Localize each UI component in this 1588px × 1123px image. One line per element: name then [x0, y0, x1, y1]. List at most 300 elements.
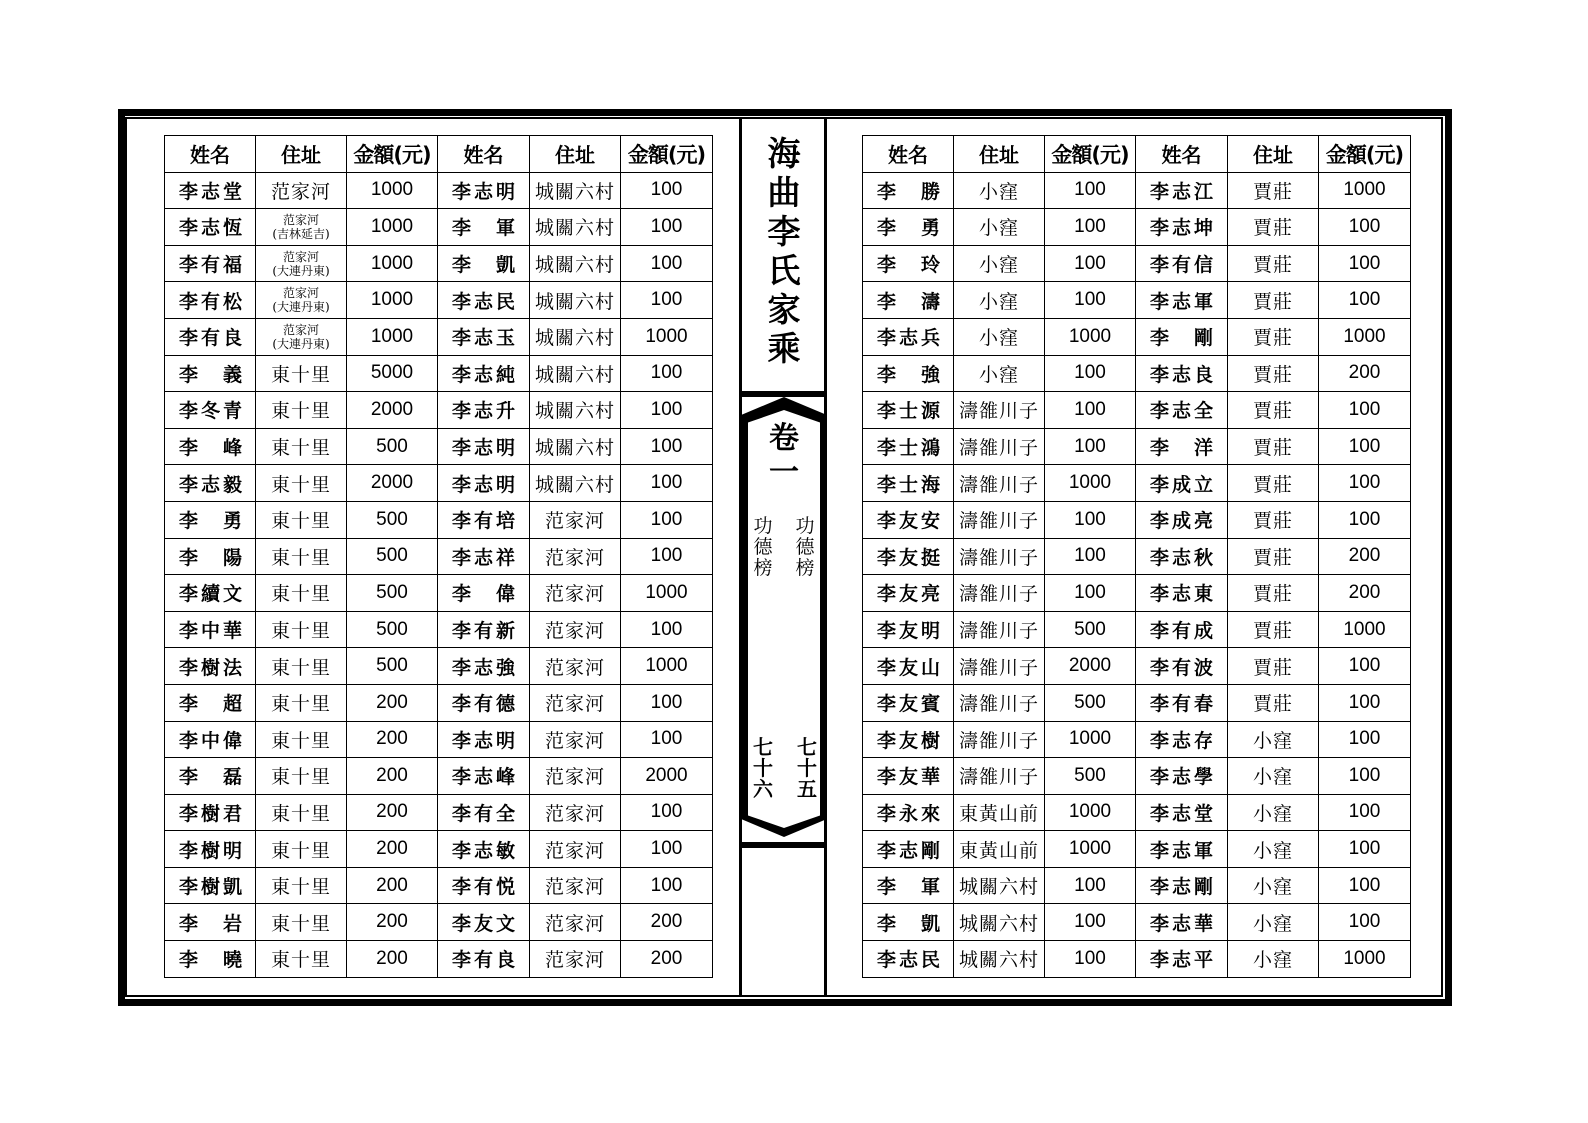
donor-name: 李樹君	[165, 794, 256, 831]
donor-name: 李 磊	[165, 758, 256, 795]
donation-amount: 500	[347, 428, 438, 465]
donor-address: 東十里	[256, 684, 347, 721]
donor-address: 濤雒川子	[954, 758, 1045, 795]
donor-address: 城關六村	[530, 282, 621, 319]
table-row	[863, 867, 1411, 904]
donor-address: 東黃山前	[954, 794, 1045, 831]
donation-amount: 1000	[1045, 465, 1136, 502]
donor-name: 李友明	[863, 611, 954, 648]
donor-name: 李有悦	[438, 867, 530, 904]
header-name: 姓名	[1136, 136, 1228, 173]
donor-name: 李志學	[1136, 758, 1228, 795]
donor-name: 李有松	[165, 282, 256, 319]
donation-amount: 100	[1319, 209, 1411, 246]
donation-amount: 100	[1045, 941, 1136, 978]
donor-name: 李志玉	[438, 318, 530, 355]
table-row	[863, 904, 1411, 941]
donation-amount: 5000	[347, 355, 438, 392]
donor-address: 濤雒川子	[954, 684, 1045, 721]
table-row	[863, 465, 1411, 502]
donation-amount: 100	[1319, 794, 1411, 831]
donor-name: 李友文	[438, 904, 530, 941]
donation-amount: 200	[347, 831, 438, 868]
donor-name: 李有成	[1136, 611, 1228, 648]
donation-amount: 1000	[1045, 831, 1136, 868]
donor-address: 東十里	[256, 831, 347, 868]
table-row	[863, 794, 1411, 831]
donation-amount: 100	[1045, 282, 1136, 319]
donor-name: 李志良	[1136, 355, 1228, 392]
donation-amount: 2000	[347, 465, 438, 502]
donor-address: 城關六村	[530, 465, 621, 502]
donation-amount: 100	[621, 355, 713, 392]
donor-name: 李志坤	[1136, 209, 1228, 246]
table-row	[165, 318, 713, 355]
donation-amount: 1000	[621, 575, 713, 612]
donor-name: 李成立	[1136, 465, 1228, 502]
donor-name: 李志華	[1136, 904, 1228, 941]
table-row	[863, 172, 1411, 209]
donor-address: 小窪	[1228, 721, 1319, 758]
donor-address: 城關六村	[530, 209, 621, 246]
donor-name: 李有信	[1136, 245, 1228, 282]
table-row	[165, 831, 713, 868]
donor-name: 李志祥	[438, 538, 530, 575]
donation-amount: 200	[1319, 355, 1411, 392]
donor-address: 范家河	[530, 721, 621, 758]
donation-amount: 500	[1045, 684, 1136, 721]
donor-name: 李 偉	[438, 575, 530, 612]
table-row	[863, 648, 1411, 685]
donor-name: 李志平	[1136, 941, 1228, 978]
donation-amount: 1000	[347, 318, 438, 355]
donor-name: 李 勇	[165, 501, 256, 538]
donor-address: 賈莊	[1228, 245, 1319, 282]
donor-address: 范家河 (大連丹東)	[256, 318, 347, 355]
header-name: 姓名	[438, 136, 530, 173]
spine-band-bottom	[742, 842, 826, 848]
donor-name: 李有福	[165, 245, 256, 282]
donor-name: 李 軍	[438, 209, 530, 246]
donation-amount: 100	[621, 465, 713, 502]
donor-name: 李 陽	[165, 538, 256, 575]
spine-band-top	[742, 391, 826, 397]
donor-address: 賈莊	[1228, 684, 1319, 721]
donor-address: 濤雒川子	[954, 392, 1045, 429]
table-row	[165, 721, 713, 758]
donor-name: 李 玲	[863, 245, 954, 282]
donor-address: 賈莊	[1228, 538, 1319, 575]
table-row	[863, 831, 1411, 868]
donor-address: 濤雒川子	[954, 428, 1045, 465]
donor-name: 李友挺	[863, 538, 954, 575]
donor-name: 李志明	[438, 721, 530, 758]
donation-amount: 100	[621, 209, 713, 246]
donor-address: 賈莊	[1228, 648, 1319, 685]
donor-name: 李友亮	[863, 575, 954, 612]
donor-address: 城關六村	[954, 941, 1045, 978]
table-row	[165, 501, 713, 538]
header-address: 住址	[530, 136, 621, 173]
donation-amount: 1000	[1319, 318, 1411, 355]
donation-amount: 100	[1319, 758, 1411, 795]
donor-address: 賈莊	[1228, 501, 1319, 538]
table-row	[863, 575, 1411, 612]
donor-address: 東十里	[256, 867, 347, 904]
donor-address: 東十里	[256, 758, 347, 795]
table-row	[863, 392, 1411, 429]
donor-name: 李志民	[438, 282, 530, 319]
donation-amount: 200	[347, 758, 438, 795]
header-address: 住址	[256, 136, 347, 173]
table-row	[165, 172, 713, 209]
donation-amount: 100	[1045, 355, 1136, 392]
donation-amount: 100	[1045, 904, 1136, 941]
donor-name: 李志存	[1136, 721, 1228, 758]
donor-address: 賈莊	[1228, 172, 1319, 209]
donor-name: 李有德	[438, 684, 530, 721]
donor-address: 小窪	[1228, 904, 1319, 941]
donation-amount: 100	[1045, 575, 1136, 612]
donation-amount: 200	[621, 941, 713, 978]
donor-address: 濤雒川子	[954, 648, 1045, 685]
donor-name: 李 曉	[165, 941, 256, 978]
donor-name: 李志剛	[1136, 867, 1228, 904]
donation-amount: 2000	[621, 758, 713, 795]
donor-name: 李志剛	[863, 831, 954, 868]
donor-address: 范家河	[530, 611, 621, 648]
donor-name: 李志全	[1136, 392, 1228, 429]
donation-amount: 100	[1319, 465, 1411, 502]
table-row	[863, 538, 1411, 575]
section-label-left: 功 德 榜	[753, 515, 773, 579]
donation-amount: 500	[347, 648, 438, 685]
donor-address: 小窪	[1228, 831, 1319, 868]
donor-address: 賈莊	[1228, 392, 1319, 429]
donor-address: 范家河 (大連丹東)	[256, 282, 347, 319]
table-row	[165, 904, 713, 941]
donor-name: 李志敏	[438, 831, 530, 868]
donor-address: 濤雒川子	[954, 501, 1045, 538]
donation-amount: 100	[1319, 501, 1411, 538]
donor-name: 李士海	[863, 465, 954, 502]
donation-amount: 100	[621, 172, 713, 209]
donor-name: 李志明	[438, 465, 530, 502]
header-address: 住址	[954, 136, 1045, 173]
table-row	[863, 428, 1411, 465]
donor-name: 李成亮	[1136, 501, 1228, 538]
donor-name: 李有良	[438, 941, 530, 978]
donation-amount: 100	[1045, 245, 1136, 282]
donor-name: 李有春	[1136, 684, 1228, 721]
donor-address: 濤雒川子	[954, 721, 1045, 758]
donor-name: 李有新	[438, 611, 530, 648]
header-row	[863, 136, 1411, 173]
table-row	[863, 941, 1411, 978]
donation-amount: 500	[347, 575, 438, 612]
donation-amount: 200	[347, 941, 438, 978]
donor-address: 范家河	[530, 758, 621, 795]
donor-address: 范家河	[530, 575, 621, 612]
donor-name: 李志峰	[438, 758, 530, 795]
donor-address: 范家河	[530, 648, 621, 685]
donation-amount: 100	[621, 794, 713, 831]
donor-name: 李有全	[438, 794, 530, 831]
donation-amount: 100	[1045, 867, 1136, 904]
table-row	[863, 355, 1411, 392]
table-row	[165, 245, 713, 282]
donation-amount: 1000	[347, 172, 438, 209]
donor-name: 李志堂	[1136, 794, 1228, 831]
page-number-left: 七 十 六	[753, 735, 773, 801]
donor-name: 李士源	[863, 392, 954, 429]
donor-address: 小窪	[1228, 794, 1319, 831]
donor-address: 城關六村	[530, 355, 621, 392]
donor-address: 范家河	[530, 867, 621, 904]
donor-address: 小窪	[954, 245, 1045, 282]
donor-name: 李志東	[1136, 575, 1228, 612]
header-name: 姓名	[165, 136, 256, 173]
donor-address: 濤雒川子	[954, 465, 1045, 502]
donor-address: 濤雒川子	[954, 611, 1045, 648]
donor-address: 小窪	[1228, 758, 1319, 795]
left-donor-table	[164, 135, 713, 978]
donor-name: 李 洋	[1136, 428, 1228, 465]
donor-address: 賈莊	[1228, 575, 1319, 612]
donor-name: 李 勇	[863, 209, 954, 246]
donor-address: 城關六村	[530, 392, 621, 429]
donor-address: 東十里	[256, 941, 347, 978]
donor-name: 李有良	[165, 318, 256, 355]
donor-name: 李樹明	[165, 831, 256, 868]
donation-amount: 100	[1319, 904, 1411, 941]
donation-amount: 100	[1045, 538, 1136, 575]
donation-amount: 200	[347, 721, 438, 758]
donor-name: 李 凱	[863, 904, 954, 941]
donation-amount: 100	[621, 392, 713, 429]
donation-amount: 200	[1319, 538, 1411, 575]
donor-name: 李志江	[1136, 172, 1228, 209]
donation-amount: 1000	[1319, 611, 1411, 648]
donation-amount: 100	[621, 428, 713, 465]
table-row	[165, 648, 713, 685]
donor-name: 李永來	[863, 794, 954, 831]
donor-name: 李中偉	[165, 721, 256, 758]
donor-address: 賈莊	[1228, 611, 1319, 648]
header-address: 住址	[1228, 136, 1319, 173]
donor-address: 城關六村	[954, 904, 1045, 941]
donor-name: 李友安	[863, 501, 954, 538]
donation-amount: 200	[347, 867, 438, 904]
donation-amount: 100	[1319, 282, 1411, 319]
donation-amount: 1000	[1045, 794, 1136, 831]
donor-name: 李有培	[438, 501, 530, 538]
table-row	[165, 867, 713, 904]
table-row	[165, 611, 713, 648]
donor-address: 小窪	[954, 318, 1045, 355]
donor-name: 李志兵	[863, 318, 954, 355]
donor-name: 李志明	[438, 172, 530, 209]
donor-address: 范家河	[256, 172, 347, 209]
table-row	[165, 941, 713, 978]
donation-amount: 500	[1045, 611, 1136, 648]
donor-name: 李志軍	[1136, 282, 1228, 319]
donation-amount: 100	[1319, 245, 1411, 282]
table-row	[165, 465, 713, 502]
table-row	[863, 721, 1411, 758]
donor-address: 城關六村	[530, 318, 621, 355]
donor-address: 小窪	[954, 282, 1045, 319]
donor-name: 李友山	[863, 648, 954, 685]
donor-address: 范家河 (吉林延吉)	[256, 209, 347, 246]
table-row	[165, 684, 713, 721]
table-row	[863, 318, 1411, 355]
donation-amount: 100	[1045, 392, 1136, 429]
donation-amount: 1000	[621, 648, 713, 685]
donor-address: 小窪	[954, 209, 1045, 246]
donor-name: 李 強	[863, 355, 954, 392]
donor-address: 范家河	[530, 904, 621, 941]
donor-address: 濤雒川子	[954, 538, 1045, 575]
donor-address: 小窪	[1228, 941, 1319, 978]
donation-amount: 100	[1319, 721, 1411, 758]
donation-amount: 100	[621, 538, 713, 575]
donor-address: 范家河	[530, 501, 621, 538]
header-amount: 金額(元)	[347, 136, 438, 173]
donation-amount: 200	[347, 794, 438, 831]
table-row	[863, 282, 1411, 319]
donation-amount: 500	[347, 501, 438, 538]
donor-name: 李友華	[863, 758, 954, 795]
donation-amount: 1000	[347, 245, 438, 282]
table-row	[863, 684, 1411, 721]
donor-address: 賈莊	[1228, 282, 1319, 319]
donation-amount: 100	[621, 501, 713, 538]
donor-name: 李 岩	[165, 904, 256, 941]
donor-name: 李有波	[1136, 648, 1228, 685]
donor-address: 東十里	[256, 904, 347, 941]
donor-address: 范家河 (大連丹東)	[256, 245, 347, 282]
donation-amount: 1000	[621, 318, 713, 355]
donor-name: 李志民	[863, 941, 954, 978]
table-row	[165, 575, 713, 612]
donor-address: 東十里	[256, 428, 347, 465]
table-row	[165, 282, 713, 319]
donor-address: 賈莊	[1228, 209, 1319, 246]
donor-address: 小窪	[954, 355, 1045, 392]
donor-address: 城關六村	[530, 245, 621, 282]
right-donor-table	[862, 135, 1411, 978]
donor-name: 李志恆	[165, 209, 256, 246]
donation-amount: 100	[621, 282, 713, 319]
donation-amount: 100	[1045, 501, 1136, 538]
donation-amount: 200	[1319, 575, 1411, 612]
donation-amount: 100	[1319, 684, 1411, 721]
donor-name: 李樹法	[165, 648, 256, 685]
page-number-right: 七 十 五	[797, 735, 817, 801]
donation-amount: 100	[1319, 648, 1411, 685]
donor-name: 李冬青	[165, 392, 256, 429]
table-row	[165, 392, 713, 429]
donor-name: 李志堂	[165, 172, 256, 209]
donor-name: 李士鴻	[863, 428, 954, 465]
donation-amount: 100	[1045, 428, 1136, 465]
donation-amount: 100	[1319, 831, 1411, 868]
donation-amount: 1000	[347, 209, 438, 246]
donation-amount: 1000	[1319, 941, 1411, 978]
donation-amount: 100	[621, 245, 713, 282]
donation-amount: 100	[1319, 867, 1411, 904]
donor-address: 賈莊	[1228, 355, 1319, 392]
table-row	[165, 538, 713, 575]
donor-name: 李續文	[165, 575, 256, 612]
donor-name: 李志強	[438, 648, 530, 685]
table-row	[863, 501, 1411, 538]
donor-address: 東十里	[256, 355, 347, 392]
donor-address: 城關六村	[530, 172, 621, 209]
header-amount: 金額(元)	[1319, 136, 1411, 173]
donation-amount: 2000	[347, 392, 438, 429]
donation-amount: 100	[1319, 428, 1411, 465]
donation-amount: 1000	[1045, 318, 1136, 355]
table-row	[863, 611, 1411, 648]
donor-address: 賈莊	[1228, 465, 1319, 502]
header-row	[165, 136, 713, 173]
table-row	[165, 428, 713, 465]
donor-address: 范家河	[530, 538, 621, 575]
donor-name: 李 峰	[165, 428, 256, 465]
donor-name: 李 凱	[438, 245, 530, 282]
donation-amount: 200	[347, 684, 438, 721]
donation-amount: 1000	[1319, 172, 1411, 209]
table-row	[165, 758, 713, 795]
donor-name: 李友樹	[863, 721, 954, 758]
donor-address: 范家河	[530, 831, 621, 868]
donor-name: 李中華	[165, 611, 256, 648]
table-row	[165, 355, 713, 392]
donor-address: 東十里	[256, 648, 347, 685]
donation-amount: 100	[1319, 392, 1411, 429]
donor-address: 小窪	[954, 172, 1045, 209]
donation-amount: 1000	[1045, 721, 1136, 758]
donor-name: 李志明	[438, 428, 530, 465]
donor-address: 小窪	[1228, 867, 1319, 904]
table-row	[863, 209, 1411, 246]
book-title: 海曲李氏家乘	[767, 134, 801, 368]
donor-name: 李志秋	[1136, 538, 1228, 575]
donor-name: 李 濤	[863, 282, 954, 319]
donor-name: 李志純	[438, 355, 530, 392]
donor-name: 李友賓	[863, 684, 954, 721]
donor-name: 李志升	[438, 392, 530, 429]
donor-name: 李志毅	[165, 465, 256, 502]
donor-address: 濤雒川子	[954, 575, 1045, 612]
donor-address: 東十里	[256, 794, 347, 831]
donation-amount: 100	[621, 684, 713, 721]
table-row	[165, 209, 713, 246]
donation-amount: 2000	[1045, 648, 1136, 685]
section-label-right: 功 德 榜	[795, 515, 815, 579]
donor-address: 城關六村	[530, 428, 621, 465]
donor-address: 賈莊	[1228, 428, 1319, 465]
donor-address: 東十里	[256, 611, 347, 648]
donation-amount: 500	[347, 611, 438, 648]
donor-name: 李 軍	[863, 867, 954, 904]
table-row	[863, 245, 1411, 282]
donor-name: 李 剛	[1136, 318, 1228, 355]
donor-name: 李 義	[165, 355, 256, 392]
donor-address: 東黃山前	[954, 831, 1045, 868]
